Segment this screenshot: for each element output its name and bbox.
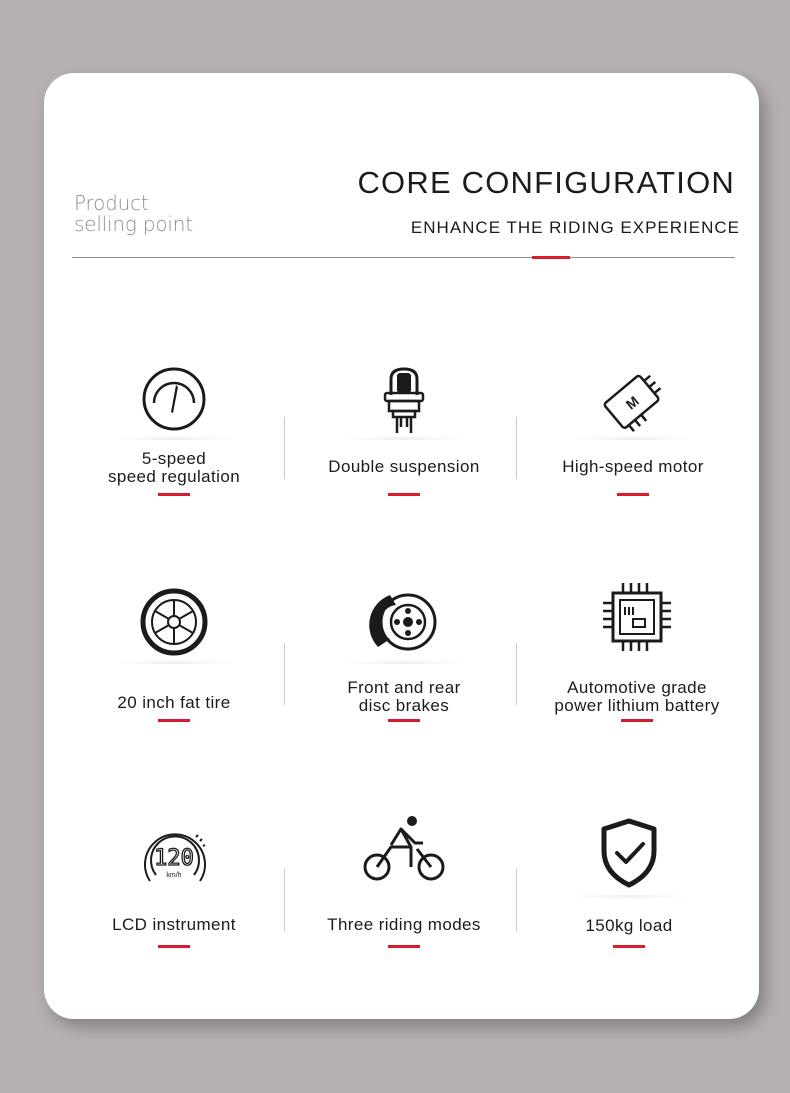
wheel-icon [139,587,209,657]
feature-label: LCD instrument [112,915,236,934]
cyclist-icon [361,813,447,883]
chip-battery-icon [599,579,675,655]
header-accent-bar [532,256,570,259]
svg-text:M: M [622,392,642,413]
feature-label: Double suspension [328,457,480,476]
feature-accent-bar [158,719,190,722]
feature-accent-bar [158,945,190,948]
selling-line-1: Product [74,191,149,215]
feature-label: Automotive grade power lithium battery [554,678,720,715]
feature-label: High-speed motor [562,457,704,476]
selling-line-2: selling point [74,212,193,236]
motor-icon [595,369,671,435]
feature-accent-bar [388,493,420,496]
shield-check-icon [598,817,660,889]
feature-label: 20 inch fat tire [117,693,231,712]
feature-accent-bar [617,493,649,496]
suspension-fork-icon [379,365,429,437]
svg-text:km/h: km/h [166,872,182,879]
feature-label: Front and rear disc brakes [347,678,461,715]
feature-label: Three riding modes [327,915,481,934]
page-title: CORE CONFIGURATION [357,165,735,200]
svg-text:120: 120 [154,846,194,871]
feature-label: 5-speed speed regulation [107,449,241,486]
feature-accent-bar [613,945,645,948]
speedometer-icon [140,365,208,433]
lcd-display-icon [136,823,212,889]
product-selling-point-label [74,193,193,235]
feature-accent-bar [621,719,653,722]
feature-accent-bar [158,493,190,496]
disc-brake-icon [366,587,442,657]
feature-label: 150kg load [585,916,673,935]
page-subtitle: ENHANCE THE RIDING EXPERIENCE [410,218,740,237]
header-divider [72,257,735,258]
feature-card [44,73,759,1019]
feature-accent-bar [388,719,420,722]
feature-accent-bar [388,945,420,948]
